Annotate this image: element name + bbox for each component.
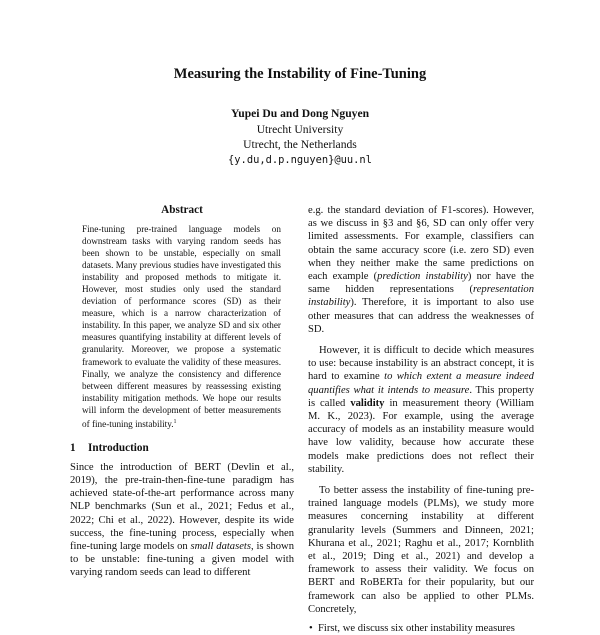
author-names: Yupei Du and Dong Nguyen xyxy=(230,107,370,120)
right-column xyxy=(308,204,534,635)
email: {y.du,d.p.nguyen}@uu.nl xyxy=(228,153,372,166)
section-title: Introduction xyxy=(88,441,149,454)
paragraph-validity: However, it is difficult to decide which measures to use: because instability is an abstract concept, it is hard to examine to which extent a measure indeed quantifies what it intends to measure. This property is called validity in measurement theory (William M. K., 2023). For example, using the average accuracy of models as an instability measure would have low validity, because how accurate these models make predictions does not reflect their stability. xyxy=(308,345,534,475)
section-number: 1 xyxy=(70,441,76,454)
footnote-mark: 1 xyxy=(173,418,177,425)
left-column xyxy=(70,204,294,580)
paragraph-sd-limits: e.g. the standard deviation of F1-scores). However, as we discuss in §3 and §6, SD can only offer very limited assessments. For example, classifiers can obtain the same accuracy score (i.e. zero SD) even when they neither make the same predictions on each example (prediction instability) nor have the same hidden representations (representation instability). Therefore, it is important to also use other measures that can address the weaknesses of SD. xyxy=(308,205,534,335)
affiliation: Utrecht University xyxy=(256,122,344,136)
abstract-text: Fine-tuning pre-trained language models on downstream tasks with varying random seeds has been shown to be unstable, especially on small datasets. Many previous studies have investigated this instability and proposed methods to mitigate it. However, most studies only used the standard deviation of performance scores (SD) as their measure, which is a narrow characterization of instability. In this paper, we analyze SD and six other measures quantifying instability at different levels of granularity. Moreover, we propose a systematic framework to evaluate the validity of these measures. Finally, we analyze the consistency and difference between different measures by reassessing existing instability mitigation methods. We hope our results will inform the development of better measurements of fine-tuning instability.$^1$ xyxy=(82,224,281,429)
paragraph-approach: To better assess the instability of fine-tuning pre-trained language models (PLMs), we study more measures concerning instability at different granularity levels (Summers and Dinneen, 2021; Khurana et al., 2021; Raghu et al., 2017; Kornblith et al., 2019; Ding et al., 2021) and develop a framework to assess their validity. We focus on BERT and RoBERTa for their popularity, but our framework can also be applied to other PLMs. Concretely, xyxy=(308,485,534,615)
list-item: • First, we discuss six other instability measures xyxy=(318,622,534,635)
abstract-heading: Abstract xyxy=(161,204,203,216)
author-block xyxy=(0,106,600,168)
paper-title: Measuring the Instability of Fine-Tuning xyxy=(173,66,427,82)
location: Utrecht, the Netherlands xyxy=(243,138,357,151)
intro-paragraph: Since the introduction of BERT (Devlin et al., 2019), the pre-train-then-fine-tune paradigm has achieved state-of-the-art performance across many NLP benchmarks (Sun et al., 2021; Fedus et al., 2022; Chi et al., 2022). However, despite its wide success, the fine-tuning process, especially when fine-tuning large models on small datasets, is shown to be unstable: fine-tuning a given model with varying random seeds can lead to different xyxy=(70,461,294,579)
section-heading-introduction xyxy=(70,442,294,454)
